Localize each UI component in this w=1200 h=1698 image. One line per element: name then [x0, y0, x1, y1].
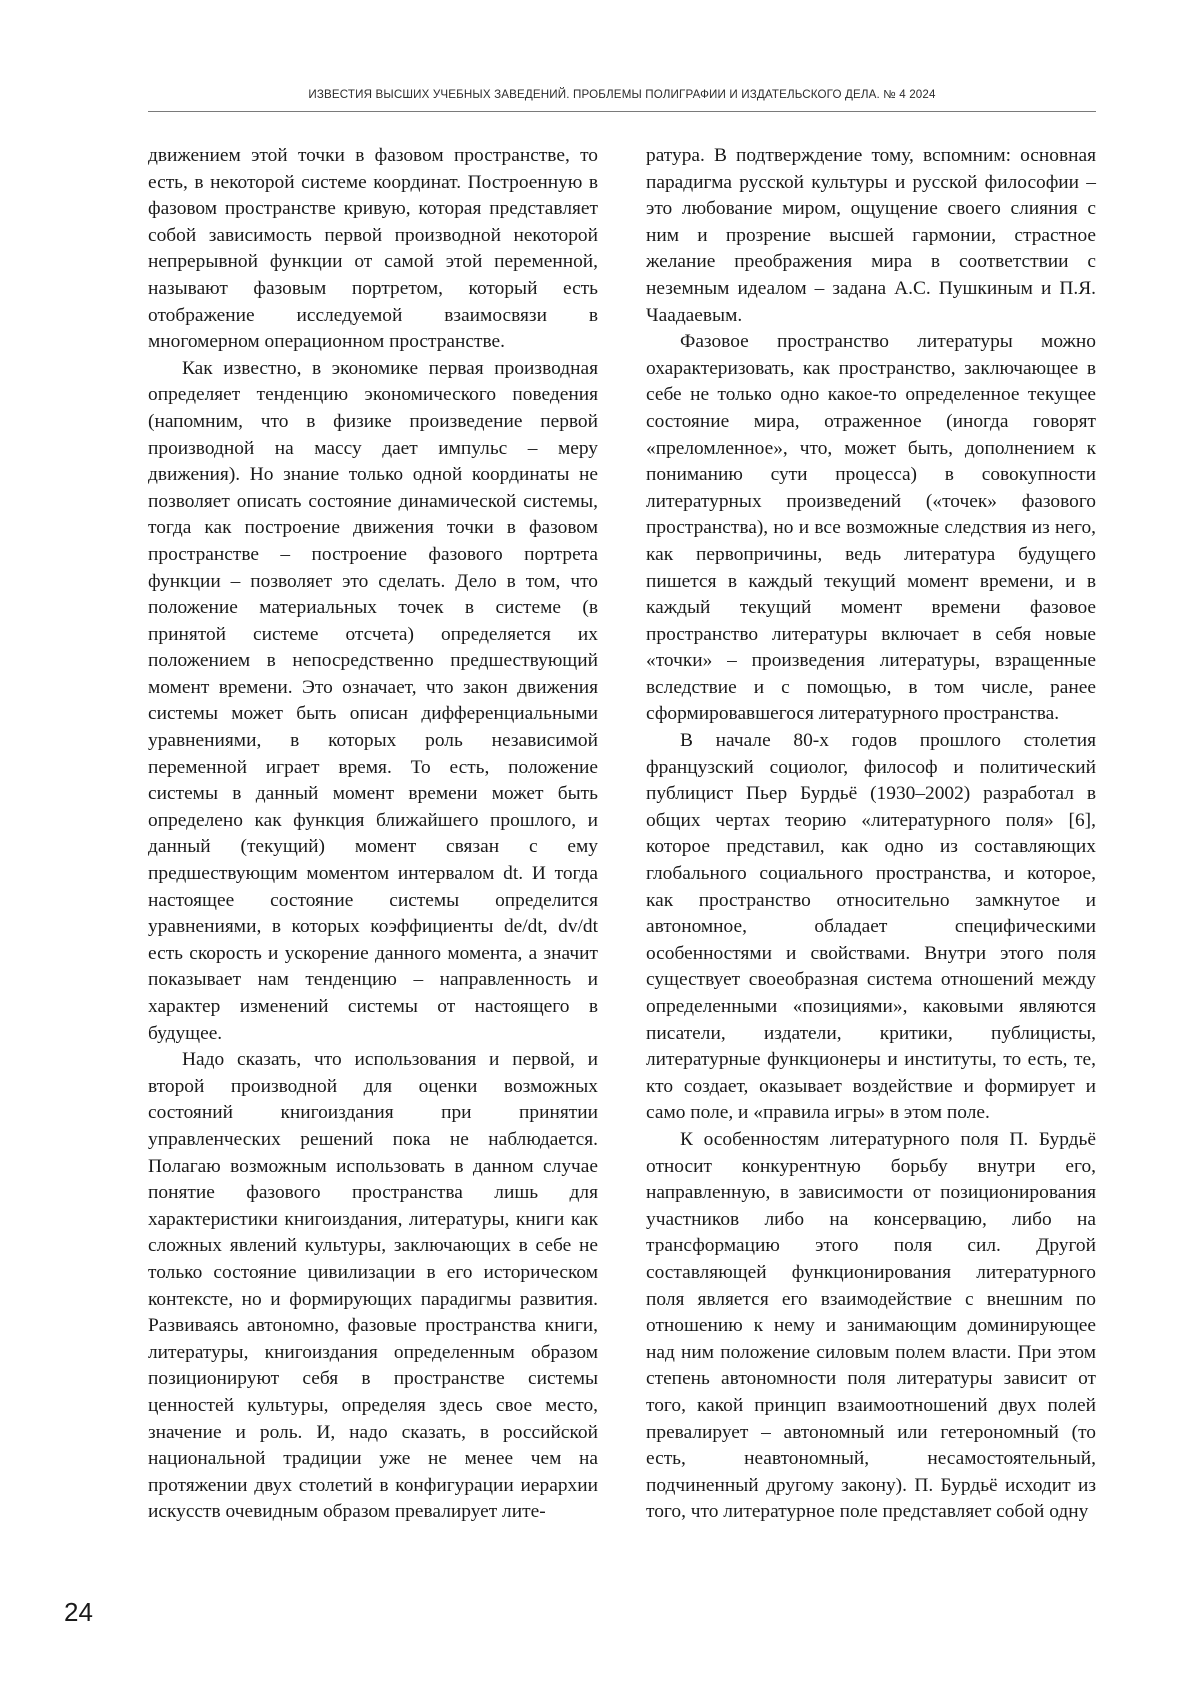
header-rule: [148, 111, 1096, 112]
left-column: [148, 143, 598, 1526]
page-number: 24: [64, 1597, 93, 1627]
right-column: [646, 143, 1096, 1526]
running-header: ИЗВЕСТИЯ ВЫСШИХ УЧЕБНЫХ ЗАВЕДЕНИЙ. ПРОБЛЕМЫ ПОЛИГРАФИИ И ИЗДАТЕЛЬСКОГО ДЕЛА. № 4 2024: [308, 88, 936, 101]
paragraph: Фазовое пространство литературы можно охарактеризовать, как пространство, заключающее в себе не только одно какое-то определенное текущее состояние мира, отраженное (иногда говорят «преломленное», что, может быть, дополнением к пониманию сути процесса) в совокупности литературных произведений («точек» фазового пространства), но и все возможные следствия из него, как первопричины, ведь литература будущего пишется в каждый текущий момент времени, и в каждый текущий момент времени фазовое пространство литературы включает в себя новые «точки» – произведения литературы, взращенные вследствие и с помощью, в том числе, ранее сформировавшегося литературного пространства.: [646, 331, 1096, 725]
paragraph: В начале 80-х годов прошлого столетия французский социолог, философ и политический публицист Пьер Бурдьё (1930–2002) разработал в общих чертах теорию «литературного поля» [6], которое представил, как одно из составляющих глобального социального пространства, и которое, как пространство относительно замкнутое и автономное, обладает специфическими особенностями и свойствами. Внутри этого поля существует своеобразная система отношений между определенными «позициями», каковыми являются писатели, издатели, критики, публицисты, литературные функционеры и институты, то есть, те, кто создает, оказывает воздействие и формирует и само поле, и «правила игры» в этом поле.: [646, 730, 1096, 1124]
paragraph: К особенностям литературного поля П. Бурдьё относит конкурентную борьбу внутри его, направленную, в зависимости от позиционирования участников либо на консервацию, либо на трансформацию этого поля сил. Другой составляющей функционирования литературного поля является его взаимодействие с внешним по отношению к нему и занимающим доминирующее над ним положение силовым полем власти. При этом степень автономности поля литературы зависит от того, какой принцип взаимоотношений двух полей превалирует – автономный или гетерономный (то есть, неавтономный, несамостоятельный, подчиненный другому закону). П. Бурдьё исходит из того, что литературное поле представляет собой одну: [646, 1128, 1096, 1523]
paragraph: ратура. В подтверждение тому, вспомним: основная парадигма русской культуры и русской философии – это любование миром, ощущение своего слияния с ним и прозрение высшей гармонии, страстное желание преображения мира в соответствии с неземным идеалом – задана А.С. Пушкиным и П.Я. Чаадаевым.: [646, 145, 1096, 326]
paragraph: Как известно, в экономике первая производная определяет тенденцию экономического поведения (напомним, что в физике произведение первой производной на массу дает импульс – меру движения). Но знание только одной координаты не позволяет описать состояние динамической системы, тогда как построение движения точки в фазовом пространстве – построение фазового портрета функции – позволяет это сделать. Дело в том, что положение материальных точек в системе (в принятой системе отсчета) определяется их положением в непосредственно предшествующий момент времени. Это означает, что закон движения системы может быть описан дифференциальными уравнениями, в которых роль независимой переменной играет время. То есть, положение системы в данный момент времени может быть определено как функция ближайшего прошлого, и данный (текущий) момент связан с ему предшествующим моментом интервалом dt. И тогда настоящее состояние системы определится уравнениями, в которых коэффициенты de/dt, dv/dt есть скорость и ускорение данного момента, а значит показывает нам тенденцию – направленность и характер изменений системы от настоящего в будущее.: [148, 357, 598, 1044]
paragraph: движением этой точки в фазовом пространстве, то есть, в некоторой системе координат. Построенную в фазовом пространстве кривую, которая представляет собой зависимость первой производной некоторой непрерывной функции от самой этой переменной, называют фазовым портретом, который есть отображение исследуемой взаимосвязи в многомерном операционном пространстве.: [148, 145, 598, 353]
paragraph: Надо сказать, что использования и первой, и второй производной для оценки возможных состояний книгоиздания при принятии управленческих решений пока не наблюдается. Полагаю возможным использовать в данном случае понятие фазового пространства лишь для характеристики книгоиздания, литературы, книги как сложных явлений культуры, заключающих в себе не только состояние цивилизации в его историческом контексте, но и формирующих парадигмы развития. Развиваясь автономно, фазовые пространства книги, литературы, книгоиздания определенным образом позиционируют себя в пространстве системы ценностей культуры, определяя здесь свое место, значение и роль. И, надо сказать, в российской национальной традиции уже не менее чем на протяжении двух столетий в конфигурации иерархии искусств очевидным образом превалирует лите-: [148, 1049, 598, 1523]
